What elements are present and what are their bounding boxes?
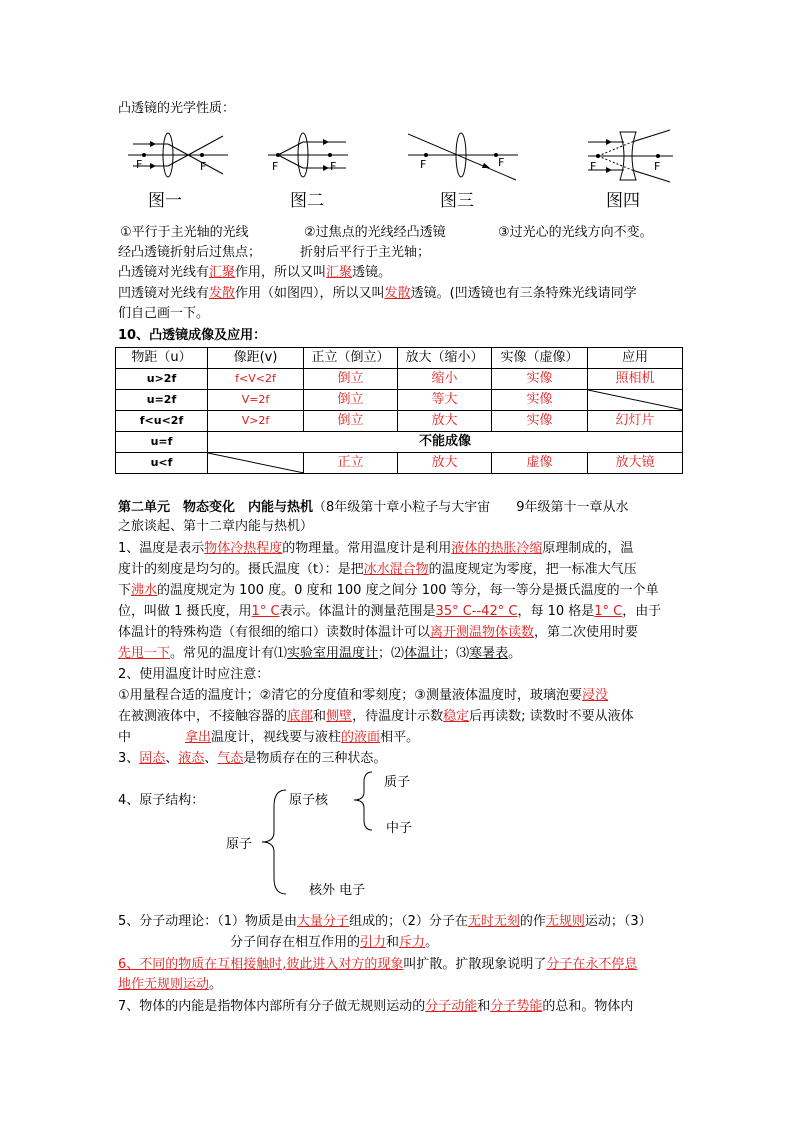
table-cell: u<f [116,453,208,474]
diagonal-line [588,390,683,410]
rule-2: ②过焦点的光线经凸透镜 [304,225,446,240]
table-cell: 倒立 [304,411,398,432]
para-4-title: 4、原子结构： [118,793,205,808]
para-5-line-2: 分子间存在相互作用的引力和斥力。 [230,935,439,950]
para-6-line-2: 地作无规则运动。 [118,977,223,992]
unit-2-heading-cont: 之旅谈起、第十二章内能与热机） [118,519,314,534]
table-row [116,411,683,432]
table-cell: u>2f [116,369,208,390]
para-2-line-2: 在被测液体中，不接触容器的底部和侧壁，待温度计示数稳定后再读数; 读数时不要从液体 [118,709,634,724]
table-cell: f<V<2f [208,369,304,390]
table-row [116,453,683,474]
table-header: 实像（虚像） [492,348,588,369]
table-cell: 幻灯片 [588,411,683,432]
table-cell-merged: 不能成像 [208,432,683,453]
table-cell-diagonal [588,390,683,411]
rule-1-cont: 经凸透镜折射后过焦点； [118,245,262,260]
focus-label: F [200,160,207,173]
table-cell: 正立 [304,453,398,474]
neutron-label: 中子 [386,821,413,836]
table-header: 物距（u） [116,348,208,369]
para-7-line-1: 7、物体的内能是指物体内部所有分子做无规则运动的分子动能和分子势能的总和。物体内 [118,999,634,1014]
convex-lens-statement: 凸透镜对光线有汇聚作用，所以又叫汇聚透镜。 [118,265,392,280]
focus-label: F [498,156,505,169]
table-header: 正立（倒立） [304,348,398,369]
rule-1: ①平行于主光轴的光线 [120,225,249,240]
figure-caption: 图三 [440,191,474,211]
table-row [116,369,683,390]
table-cell: 实像 [492,411,588,432]
diagonal-line [208,453,304,473]
figure-2-convex-focus [268,130,348,185]
concave-lens-statement: 凹透镜对光线有发散作用（如图四），所以又叫发散透镜。(凹透镜也有三条特殊光线请同学 [118,286,637,301]
table-header: 放大（缩小） [398,348,492,369]
section-title: 凸透镜的光学性质： [118,101,236,116]
focus-label: F [330,160,337,173]
para-6-line-1: 6、不同的物质在互相接触时,彼此进入对方的现象叫扩散。扩散现象说明了分子在永不停息 [118,957,638,972]
focus-label: F [420,158,427,171]
table-cell: V>2f [208,411,304,432]
table-header: 应用 [588,348,683,369]
nucleus-bracket [352,770,374,832]
figure-caption: 图二 [290,191,324,211]
table-cell-diagonal [208,453,304,474]
nucleus-label: 原子核 [289,793,329,808]
table-cell: u=f [116,432,208,453]
atom-label: 原子 [226,837,253,852]
convex-lens-diagram-1 [128,130,228,185]
table-cell: u=2f [116,390,208,411]
unit-2-heading: 第二单元 物态变化 内能与热机（8年级第十章小粒子与大宇宙 9年级第十一章从水 [118,500,629,515]
table-cell: f<u<2f [116,411,208,432]
para-2-title: 2、使用温度计时应注意： [118,667,270,682]
table-header-row [116,348,683,369]
table-cell: 照相机 [588,369,683,390]
imaging-table [115,347,683,474]
rule-3: ③过光心的光线方向不变。 [498,225,653,240]
table-cell: 实像 [492,390,588,411]
figure-caption: 图一 [148,191,182,211]
para-2-line-1: ①用量程合适的温度计；②清它的分度值和零刻度；③测量液体温度时，玻璃泡要浸没 [118,688,608,703]
table-header: 像距(v) [208,348,304,369]
para-1-line-1: 1、温度是表示物体冷热程度的物理量。常用温度计是利用液体的热胀冷缩原理制成的，温 [118,541,634,556]
table-row [116,390,683,411]
table-cell: 缩小 [398,369,492,390]
figure-caption: 图四 [606,191,640,211]
rule-2-cont: 折射后平行于主光轴； [300,245,431,260]
figure-4-concave-diverging [588,128,673,186]
concave-lens-statement-cont: 们自己画一下。 [118,306,210,321]
focus-label: F [654,160,661,173]
para-2-line-3: 中 拿出温度计，视线要与液柱的液面相平。 [118,730,420,745]
para-1-line-2: 度计的刻度是均匀的。摄氏温度（t）：是把冰水混合物的温度规定为零度，把一标准大气压 [118,562,637,577]
concave-lens-diagram [588,128,673,186]
para-1-line-3: 下沸水的温度规定为 100 度。0 度和 100 度之间分 100 等分，每一等分是摄氏温度的一个单 [118,583,659,598]
atom-bracket [258,786,288,898]
table-cell: 放大 [398,453,492,474]
table-cell: 实像 [492,369,588,390]
table-cell: 放大 [398,411,492,432]
table-cell: 放大镜 [588,453,683,474]
para-1-line-5: 体温计的特殊构造（有很细的缩口）读数时体温计可以离开测温物体读数，第二次使用时要 [118,625,639,640]
para-3: 3、固态、液态、气态是物质存在的三种状态。 [118,751,387,766]
table-row [116,432,683,453]
table-cell: V=2f [208,390,304,411]
para-1-line-6: 先甩一下。常见的温度计有⑴实验室用温度计；⑵体温计；⑶寒暑表。 [118,646,522,661]
section-10-title: 10、凸透镜成像及应用： [118,328,267,343]
table-cell: 倒立 [304,369,398,390]
proton-label: 质子 [384,775,411,790]
electron-label: 核外 电子 [309,883,366,898]
focus-label: F [272,160,279,173]
figure-3-convex-center [408,128,518,183]
table-cell: 虚像 [492,453,588,474]
table-cell: 等大 [398,390,492,411]
para-1-line-4: 位，叫做 1 摄氏度，用1° C表示。体温计的测量范围是35° C--42° C，每 10 格是1° C，由于 [118,604,662,619]
focus-label: F [590,160,597,173]
focus-label: F [136,158,143,171]
para-5-line-1: 5、分子动理论：（1）物质是由大量分子组成的；（2）分子在无时无刻的作无规则运动；（3） [118,914,652,929]
figure-1-convex-converging [128,130,228,185]
table-cell: 倒立 [304,390,398,411]
